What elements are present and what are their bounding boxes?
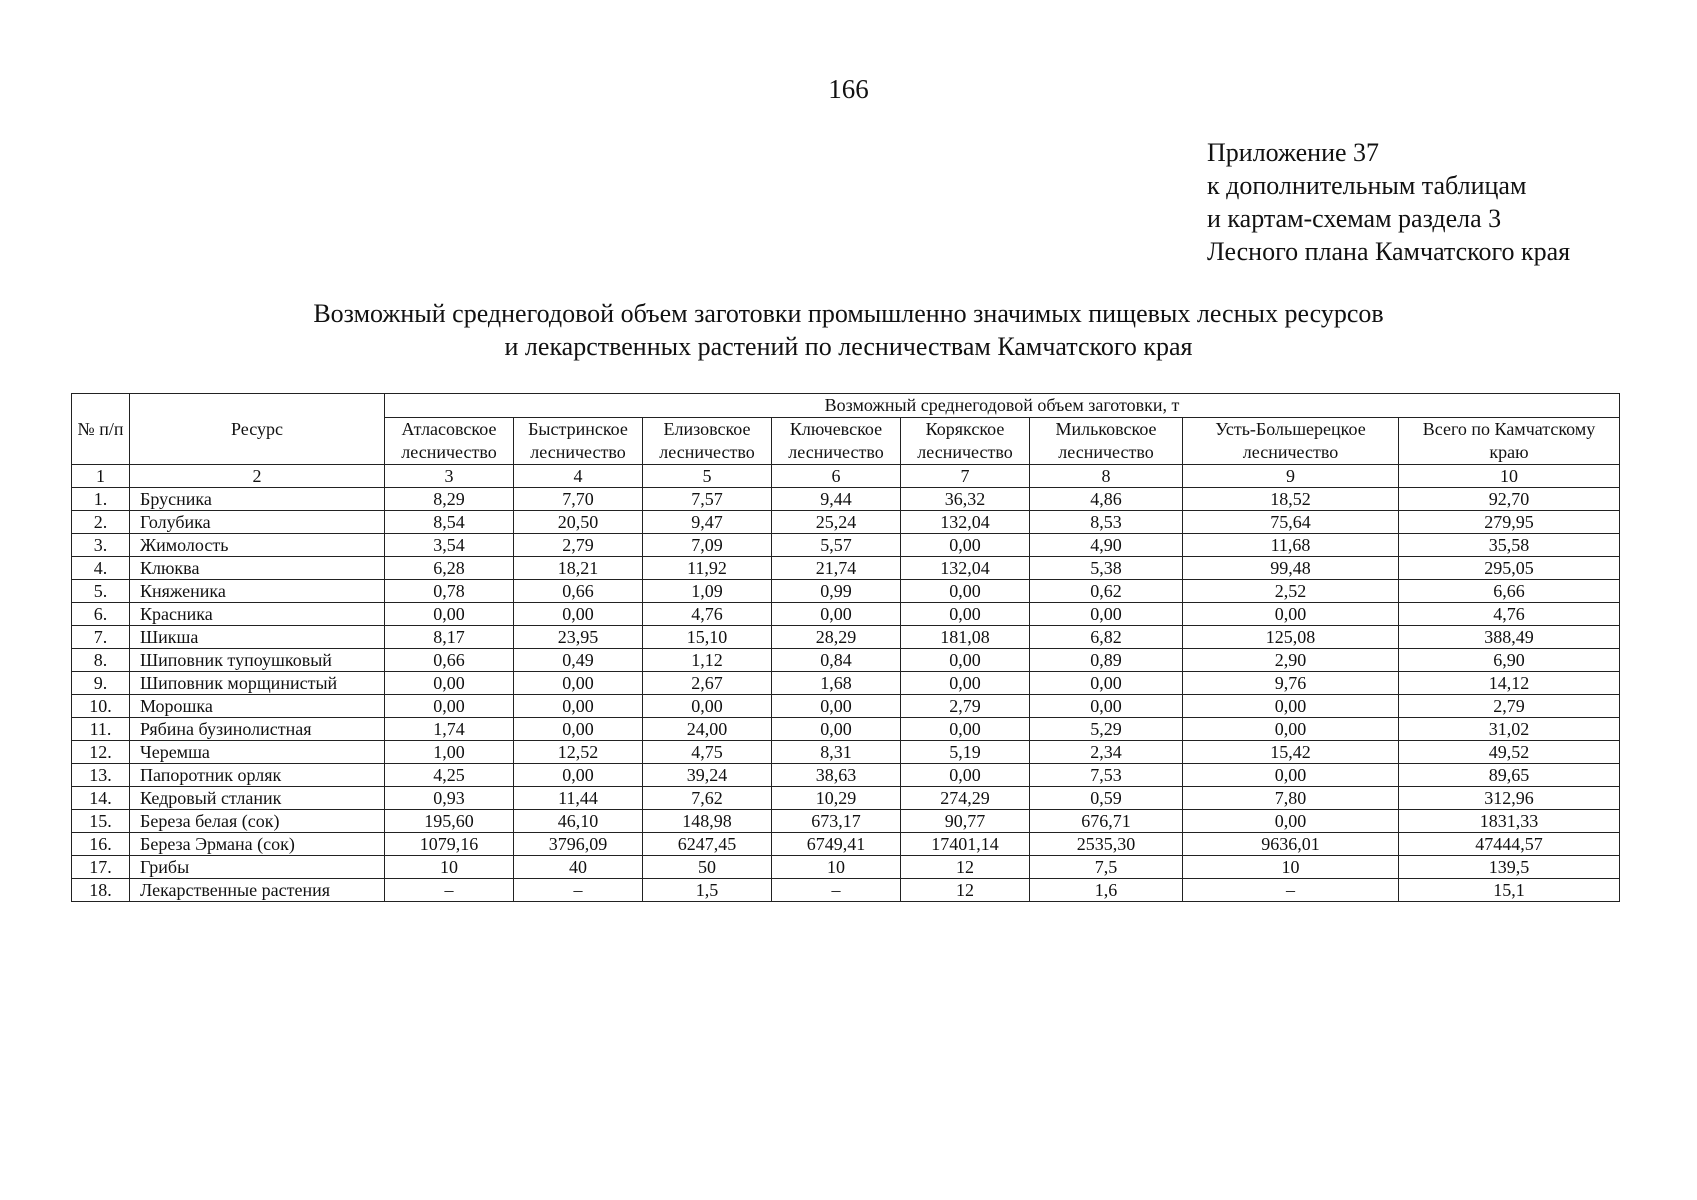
resource-name: Красника (130, 603, 385, 626)
value-cell: 132,04 (901, 557, 1030, 580)
value-cell: 0,84 (772, 649, 901, 672)
value-cell: 0,66 (514, 580, 643, 603)
resource-name: Рябина бузинолистная (130, 718, 385, 741)
value-cell: 7,09 (643, 534, 772, 557)
value-cell: 90,77 (901, 810, 1030, 833)
value-cell: 28,29 (772, 626, 901, 649)
value-cell: 1079,16 (385, 833, 514, 856)
value-cell: 1,5 (643, 879, 772, 902)
table-row (72, 603, 1620, 626)
value-cell: 24,00 (643, 718, 772, 741)
value-cell: 10 (772, 856, 901, 879)
column-number: 10 (1399, 465, 1620, 488)
appendix-line: Приложение 37 (1207, 138, 1380, 167)
row-number: 6. (72, 603, 130, 626)
resource-name: Кедровый стланик (130, 787, 385, 810)
value-cell: 8,17 (385, 626, 514, 649)
value-cell: 195,60 (385, 810, 514, 833)
value-cell: 148,98 (643, 810, 772, 833)
value-cell: 18,52 (1183, 488, 1399, 511)
value-cell: 0,89 (1030, 649, 1183, 672)
row-number: 9. (72, 672, 130, 695)
value-cell: 0,00 (514, 764, 643, 787)
value-cell: 125,08 (1183, 626, 1399, 649)
table-row (72, 649, 1620, 672)
value-cell: 2,34 (1030, 741, 1183, 764)
value-cell: 8,31 (772, 741, 901, 764)
resources-table (71, 393, 1620, 902)
value-cell: 35,58 (1399, 534, 1620, 557)
header-column: Корякское лесничество (901, 418, 1030, 465)
row-number: 10. (72, 695, 130, 718)
value-cell: 388,49 (1399, 626, 1620, 649)
resource-name: Княженика (130, 580, 385, 603)
value-cell: 5,29 (1030, 718, 1183, 741)
value-cell: 0,78 (385, 580, 514, 603)
value-cell: 8,54 (385, 511, 514, 534)
column-number: 3 (385, 465, 514, 488)
value-cell: – (514, 879, 643, 902)
header-column: Всего по Камчатскому краю (1399, 418, 1620, 465)
value-cell: 12 (901, 879, 1030, 902)
value-cell: 0,00 (901, 603, 1030, 626)
value-cell: 0,00 (1183, 764, 1399, 787)
value-cell: 1,74 (385, 718, 514, 741)
value-cell: 10,29 (772, 787, 901, 810)
value-cell: 4,76 (643, 603, 772, 626)
resource-name: Брусника (130, 488, 385, 511)
value-cell: 2,79 (1399, 695, 1620, 718)
column-number: 7 (901, 465, 1030, 488)
value-cell: 17401,14 (901, 833, 1030, 856)
value-cell: 7,57 (643, 488, 772, 511)
value-cell: 47444,57 (1399, 833, 1620, 856)
value-cell: 0,00 (901, 672, 1030, 695)
value-cell: 0,00 (901, 580, 1030, 603)
row-number: 16. (72, 833, 130, 856)
value-cell: 8,29 (385, 488, 514, 511)
table-row (72, 718, 1620, 741)
resource-name: Жимолость (130, 534, 385, 557)
value-cell: 0,00 (901, 718, 1030, 741)
value-cell: 4,25 (385, 764, 514, 787)
value-cell: 312,96 (1399, 787, 1620, 810)
value-cell: 1,68 (772, 672, 901, 695)
value-cell: 20,50 (514, 511, 643, 534)
row-number: 7. (72, 626, 130, 649)
table-row (72, 534, 1620, 557)
column-number: 6 (772, 465, 901, 488)
title-line-1: Возможный среднегодовой объем заготовки промышленно значимых пищевых лесных ресурсов (313, 299, 1384, 328)
value-cell: 132,04 (901, 511, 1030, 534)
value-cell: 6,66 (1399, 580, 1620, 603)
value-cell: 0,00 (514, 718, 643, 741)
value-cell: 1,09 (643, 580, 772, 603)
value-cell: 2535,30 (1030, 833, 1183, 856)
value-cell: 7,5 (1030, 856, 1183, 879)
value-cell: 11,44 (514, 787, 643, 810)
value-cell: 0,00 (1183, 718, 1399, 741)
table-row (72, 833, 1620, 856)
value-cell: 39,24 (643, 764, 772, 787)
resource-name: Шикша (130, 626, 385, 649)
value-cell: 4,90 (1030, 534, 1183, 557)
value-cell: 11,92 (643, 557, 772, 580)
value-cell: 49,52 (1399, 741, 1620, 764)
value-cell: 15,42 (1183, 741, 1399, 764)
header-column: Атласовское лесничество (385, 418, 514, 465)
value-cell: 40 (514, 856, 643, 879)
column-number: 9 (1183, 465, 1399, 488)
resource-name: Лекарственные растения (130, 879, 385, 902)
table-row (72, 488, 1620, 511)
value-cell: 0,00 (772, 695, 901, 718)
page-number: 166 (828, 74, 869, 104)
value-cell: 38,63 (772, 764, 901, 787)
resource-name: Черемша (130, 741, 385, 764)
resource-name: Голубика (130, 511, 385, 534)
column-number: 2 (130, 465, 385, 488)
value-cell: 23,95 (514, 626, 643, 649)
value-cell: 6749,41 (772, 833, 901, 856)
value-cell: 0,00 (1030, 695, 1183, 718)
value-cell: 0,00 (385, 672, 514, 695)
header-column: Мильковское лесничество (1030, 418, 1183, 465)
resource-name: Береза белая (сок) (130, 810, 385, 833)
column-number: 5 (643, 465, 772, 488)
column-number: 8 (1030, 465, 1183, 488)
value-cell: 2,90 (1183, 649, 1399, 672)
table-row (72, 787, 1620, 810)
table-body (72, 488, 1620, 902)
column-number: 1 (72, 465, 130, 488)
value-cell: 0,00 (901, 649, 1030, 672)
value-cell: 6247,45 (643, 833, 772, 856)
value-cell: 6,28 (385, 557, 514, 580)
value-cell: 15,10 (643, 626, 772, 649)
table-row (72, 557, 1620, 580)
value-cell: 9,76 (1183, 672, 1399, 695)
appendix-note (1207, 136, 1570, 268)
value-cell: 0,00 (901, 764, 1030, 787)
row-number: 1. (72, 488, 130, 511)
value-cell: 274,29 (901, 787, 1030, 810)
value-cell: 4,75 (643, 741, 772, 764)
value-cell: 75,64 (1183, 511, 1399, 534)
value-cell: 21,74 (772, 557, 901, 580)
value-cell: 5,19 (901, 741, 1030, 764)
value-cell: – (772, 879, 901, 902)
value-cell: 14,12 (1399, 672, 1620, 695)
row-number: 5. (72, 580, 130, 603)
column-number: 4 (514, 465, 643, 488)
value-cell: 676,71 (1030, 810, 1183, 833)
appendix-line: и картам-схемам раздела 3 (1207, 204, 1502, 233)
row-number: 13. (72, 764, 130, 787)
resource-name: Папоротник орляк (130, 764, 385, 787)
value-cell: 7,80 (1183, 787, 1399, 810)
appendix-line: Лесного плана Камчатского края (1207, 237, 1571, 266)
value-cell: 7,53 (1030, 764, 1183, 787)
row-number: 4. (72, 557, 130, 580)
value-cell: 2,52 (1183, 580, 1399, 603)
value-cell: 0,00 (772, 718, 901, 741)
row-number: 11. (72, 718, 130, 741)
value-cell: 8,53 (1030, 511, 1183, 534)
value-cell: 0,00 (901, 534, 1030, 557)
value-cell: 6,90 (1399, 649, 1620, 672)
row-number: 2. (72, 511, 130, 534)
value-cell: 0,00 (1183, 695, 1399, 718)
value-cell: 25,24 (772, 511, 901, 534)
value-cell: 295,05 (1399, 557, 1620, 580)
value-cell: 181,08 (901, 626, 1030, 649)
table-row (72, 810, 1620, 833)
value-cell: 7,70 (514, 488, 643, 511)
value-cell: 1,00 (385, 741, 514, 764)
table-row (72, 695, 1620, 718)
value-cell: 31,02 (1399, 718, 1620, 741)
value-cell: 673,17 (772, 810, 901, 833)
value-cell: 6,82 (1030, 626, 1183, 649)
resource-name: Береза Эрмана (сок) (130, 833, 385, 856)
value-cell: 1,12 (643, 649, 772, 672)
document-title (0, 297, 1697, 363)
resource-name: Шиповник морщинистый (130, 672, 385, 695)
value-cell: 9,47 (643, 511, 772, 534)
value-cell: 10 (1183, 856, 1399, 879)
value-cell: 0,00 (1183, 603, 1399, 626)
header-group: Возможный среднегодовой объем заготовки, т (385, 394, 1620, 418)
table-row (72, 672, 1620, 695)
value-cell: 18,21 (514, 557, 643, 580)
value-cell: 5,38 (1030, 557, 1183, 580)
value-cell: 9,44 (772, 488, 901, 511)
row-number: 3. (72, 534, 130, 557)
header-column: Ключевское лесничество (772, 418, 901, 465)
value-cell: 15,1 (1399, 879, 1620, 902)
value-cell: 7,62 (643, 787, 772, 810)
value-cell: 0,66 (385, 649, 514, 672)
header-column: Быстринское лесничество (514, 418, 643, 465)
value-cell: 0,00 (385, 695, 514, 718)
value-cell: 0,00 (514, 672, 643, 695)
table-row (72, 856, 1620, 879)
value-cell: 0,62 (1030, 580, 1183, 603)
table-row (72, 741, 1620, 764)
value-cell: 10 (385, 856, 514, 879)
value-cell: 2,79 (514, 534, 643, 557)
resource-name: Грибы (130, 856, 385, 879)
value-cell: 92,70 (1399, 488, 1620, 511)
value-cell: 46,10 (514, 810, 643, 833)
value-cell: 50 (643, 856, 772, 879)
header-number: № п/п (72, 394, 130, 465)
value-cell: 139,5 (1399, 856, 1620, 879)
value-cell: 0,00 (772, 603, 901, 626)
value-cell: 1,6 (1030, 879, 1183, 902)
value-cell: 3796,09 (514, 833, 643, 856)
value-cell: 2,79 (901, 695, 1030, 718)
value-cell: – (1183, 879, 1399, 902)
table-row (72, 580, 1620, 603)
value-cell: 0,00 (514, 603, 643, 626)
value-cell: 12 (901, 856, 1030, 879)
row-number: 18. (72, 879, 130, 902)
appendix-line: к дополнительным таблицам (1207, 171, 1527, 200)
value-cell: 5,57 (772, 534, 901, 557)
row-number: 12. (72, 741, 130, 764)
value-cell: 0,00 (643, 695, 772, 718)
value-cell: 0,00 (385, 603, 514, 626)
value-cell: 0,00 (1030, 603, 1183, 626)
header-column: Елизовское лесничество (643, 418, 772, 465)
value-cell: 89,65 (1399, 764, 1620, 787)
value-cell: 4,86 (1030, 488, 1183, 511)
value-cell: 0,59 (1030, 787, 1183, 810)
header-column: Усть-Большерецкое лесничество (1183, 418, 1399, 465)
value-cell: 279,95 (1399, 511, 1620, 534)
value-cell: 0,49 (514, 649, 643, 672)
value-cell: 0,00 (514, 695, 643, 718)
value-cell: 3,54 (385, 534, 514, 557)
row-number: 14. (72, 787, 130, 810)
value-cell: 36,32 (901, 488, 1030, 511)
value-cell: 2,67 (643, 672, 772, 695)
column-number-row (72, 465, 1620, 488)
value-cell: 0,00 (1183, 810, 1399, 833)
table-row (72, 879, 1620, 902)
value-cell: 9636,01 (1183, 833, 1399, 856)
table-row (72, 511, 1620, 534)
value-cell: 1831,33 (1399, 810, 1620, 833)
resource-name: Морошка (130, 695, 385, 718)
value-cell: – (385, 879, 514, 902)
resource-name: Шиповник тупоушковый (130, 649, 385, 672)
header-resource: Ресурс (130, 394, 385, 465)
table-row (72, 626, 1620, 649)
value-cell: 12,52 (514, 741, 643, 764)
title-line-2: и лекарственных растений по лесничествам Камчатского края (504, 332, 1193, 361)
row-number: 15. (72, 810, 130, 833)
value-cell: 4,76 (1399, 603, 1620, 626)
row-number: 17. (72, 856, 130, 879)
value-cell: 0,93 (385, 787, 514, 810)
value-cell: 0,99 (772, 580, 901, 603)
value-cell: 11,68 (1183, 534, 1399, 557)
table-row (72, 764, 1620, 787)
resource-name: Клюква (130, 557, 385, 580)
value-cell: 0,00 (1030, 672, 1183, 695)
row-number: 8. (72, 649, 130, 672)
value-cell: 99,48 (1183, 557, 1399, 580)
